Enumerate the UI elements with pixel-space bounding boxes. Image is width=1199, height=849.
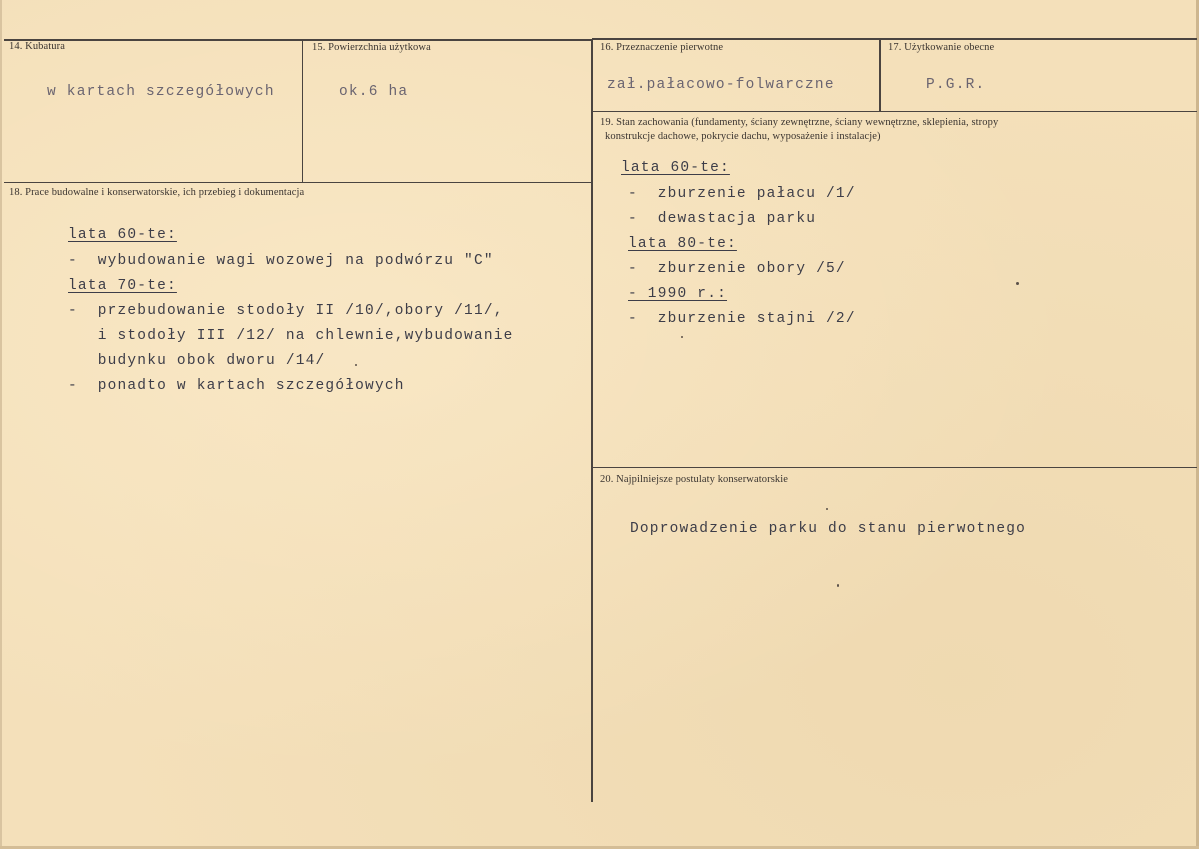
przeznaczenie-value: zał.pałacowo-folwarczne xyxy=(607,77,835,93)
divider-14-15 xyxy=(302,40,303,182)
rule-above-18 xyxy=(4,182,592,183)
card-edge-left xyxy=(0,0,2,849)
postulaty-label: 20. Najpilniejsze postulaty konserwatorskie xyxy=(600,474,789,485)
powierzchnia-label: 15. Powierzchnia użytkowa xyxy=(312,42,431,53)
stan-line: - zburzenie stajni /2/ xyxy=(628,311,856,327)
kubatura-value: w kartach szczegółowych xyxy=(47,84,275,100)
divider-16-17 xyxy=(879,40,881,111)
ink-speck xyxy=(837,584,839,587)
ink-speck xyxy=(826,508,828,510)
ink-speck xyxy=(355,364,357,366)
prace-label: 18. Prace budowalne i konserwatorskie, ich przebieg i dokumentacja xyxy=(9,187,305,198)
prace-line: - ponadto w kartach szczegółowych xyxy=(68,378,405,394)
prace-line: i stodoły III /12/ na chlewnie,wybudowanie xyxy=(68,328,514,344)
top-rule-right xyxy=(592,38,1197,40)
stan-heading-1990: - 1990 r.: xyxy=(628,286,728,302)
prace-heading-60s: lata 60-te: xyxy=(68,227,177,243)
powierzchnia-value: ok.6 ha xyxy=(339,84,409,100)
stan-heading-80s: lata 80-te: xyxy=(628,236,737,252)
rule-above-19 xyxy=(592,111,1197,112)
center-divider xyxy=(591,40,593,802)
ink-speck xyxy=(1016,282,1019,285)
ink-speck xyxy=(681,336,683,338)
stan-line: - dewastacja parku xyxy=(628,211,817,227)
stan-line: - zburzenie obory /5/ xyxy=(628,261,846,277)
prace-line: - wybudowanie wagi wozowej na podwórzu "C" xyxy=(68,253,494,269)
uzytkowanie-label: 17. Użytkowanie obecne xyxy=(888,42,995,53)
prace-line: - przebudowanie stodoły II /10/,obory /11/, xyxy=(68,303,504,319)
uzytkowanie-value: P.G.R. xyxy=(926,77,986,93)
stan-label-line2: konstrukcje dachowe, pokrycie dachu, wyposażenie i instalacje) xyxy=(605,131,881,142)
rule-above-20 xyxy=(592,467,1197,468)
stan-heading-60s: lata 60-te: xyxy=(621,160,730,176)
postulaty-value: Doprowadzenie parku do stanu pierwotnego xyxy=(630,521,1027,537)
stan-line: - zburzenie pałacu /1/ xyxy=(628,186,856,202)
prace-line: budynku obok dworu /14/ xyxy=(68,353,326,369)
top-rule-left xyxy=(4,39,592,41)
prace-heading-70s: lata 70-te: xyxy=(68,278,177,294)
kubatura-label: 14. Kubatura xyxy=(9,41,66,52)
przeznaczenie-label: 16. Przeznaczenie pierwotne xyxy=(600,42,724,53)
stan-label-line1: 19. Stan zachowania (fundamenty, ściany zewnętrzne, ściany wewnętrzne, sklepienia, stropy xyxy=(600,117,999,128)
